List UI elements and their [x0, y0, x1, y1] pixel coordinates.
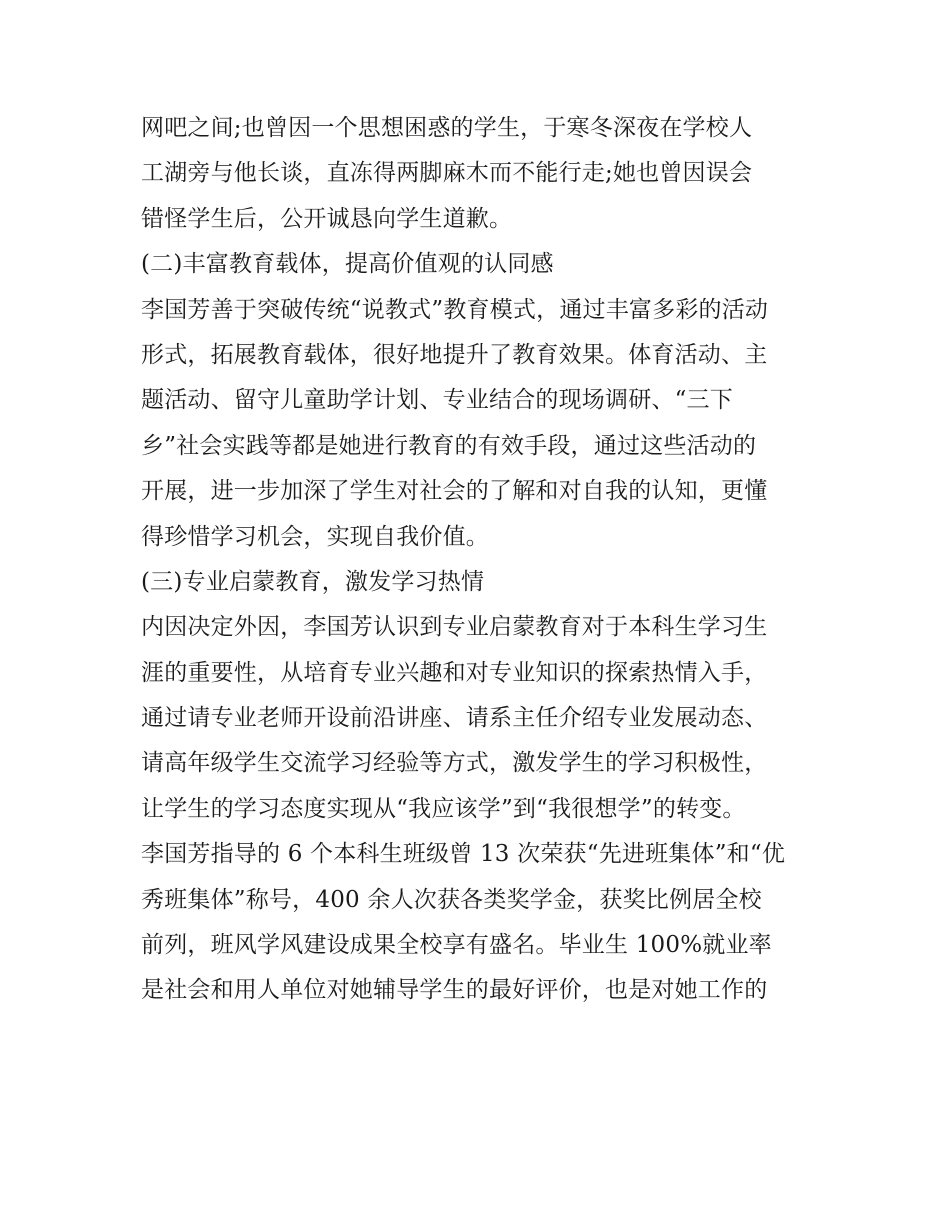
section-heading: (二)丰富教育载体，提高价值观的认同感	[141, 251, 554, 278]
text-line: 秀班集体”称号，400 余人次获各类奖学金，获奖比例居全校	[141, 886, 762, 913]
text-line: 得珍惜学习机会，实现自我价值。	[141, 523, 489, 550]
document-body	[141, 106, 821, 1014]
text-line: 涯的重要性，从培育专业兴趣和对专业知识的探索热情入手，	[141, 659, 768, 686]
text-line: 工湖旁与他长谈，直冻得两脚麻木而不能行走;她也曾因误会	[141, 160, 753, 187]
section-heading: (三)专业启蒙教育，激发学习热情	[141, 568, 485, 595]
text-line: 题活动、留守儿童助学计划、专业结合的现场调研、“三下	[141, 387, 733, 414]
text-line: 内因决定外因，李国芳认识到专业启蒙教育对于本科生学习生	[141, 614, 768, 641]
text-line: 乡”社会实践等都是她进行教育的有效手段，通过这些活动的	[141, 432, 757, 459]
text-line: 前列，班风学风建设成果全校享有盛名。毕业生 100%就业率	[141, 932, 772, 959]
text-line: 李国芳指导的 6 个本科生班级曾 13 次荣获“先进班集体”和“优	[141, 841, 786, 868]
text-line: 网吧之间;也曾因一个思想困惑的学生，于寒冬深夜在学校人	[141, 115, 753, 141]
text-line: 让学生的学习态度实现从“我应该学”到“我很想学”的转变。	[141, 795, 746, 822]
text-line: 请高年级学生交流学习经验等方式，激发学生的学习积极性，	[141, 750, 768, 777]
text-line: 错怪学生后，公开诚恳向学生道歉。	[141, 205, 513, 232]
text-line: 是社会和用人单位对她辅导学生的最好评价，也是对她工作的	[141, 977, 768, 1004]
text-line: 形式，拓展教育载体，很好地提升了教育效果。体育活动、主	[141, 341, 768, 368]
text-line: 李国芳善于突破传统“说教式”教育模式，通过丰富多彩的活动	[141, 296, 769, 323]
text-line: 通过请专业老师开设前沿讲座、请系主任介绍专业发展动态、	[141, 705, 768, 732]
text-line: 开展，进一步加深了学生对社会的了解和对自我的认知，更懂	[141, 478, 768, 505]
